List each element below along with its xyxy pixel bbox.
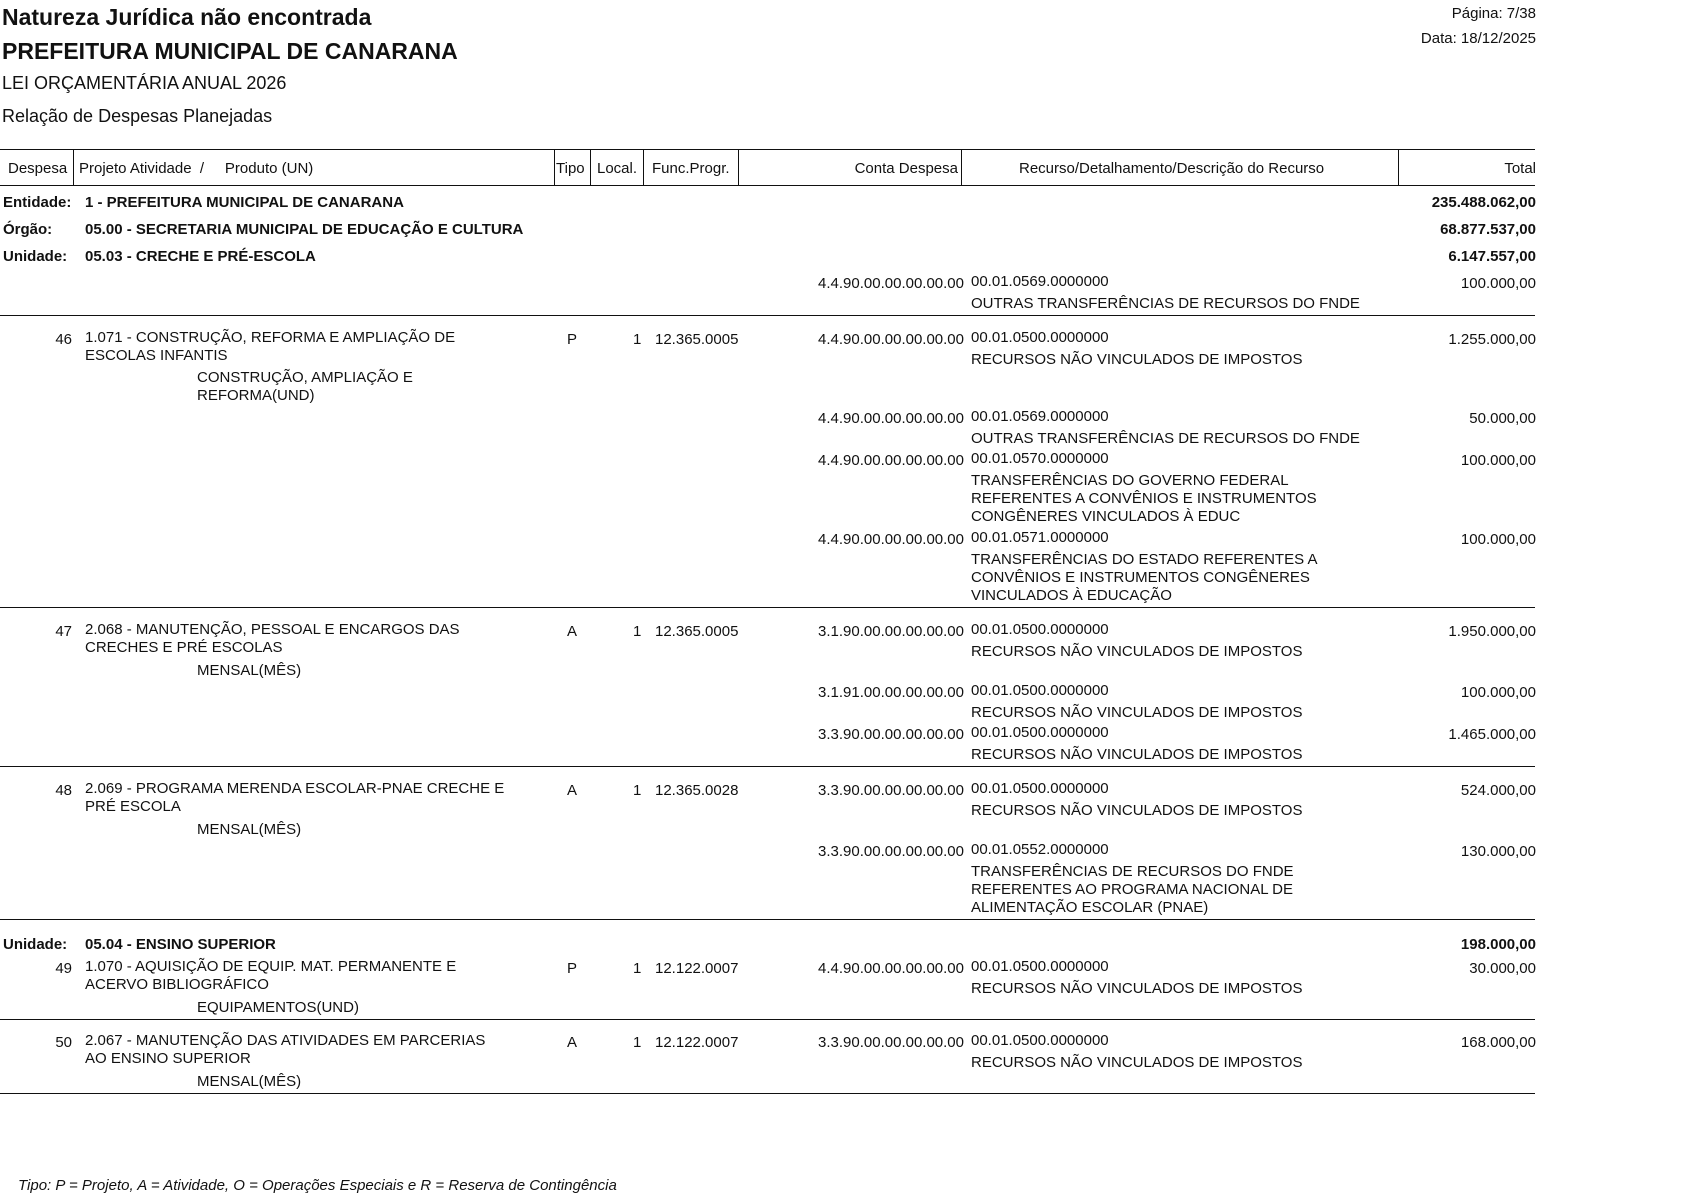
produto: MENSAL(MÊS) bbox=[197, 821, 302, 838]
unidade-name: 05.04 - ENSINO SUPERIOR bbox=[85, 936, 276, 953]
recurso-description: TRANSFERÊNCIAS DO GOVERNO FEDERAL bbox=[971, 472, 1289, 489]
col-divider bbox=[73, 149, 74, 185]
report-subtitle: Relação de Despesas Planejadas bbox=[2, 106, 273, 126]
col-header-tipo: Tipo bbox=[556, 160, 585, 177]
unidade-label: Unidade: bbox=[3, 248, 68, 265]
projeto-atividade: 1.071 - CONSTRUÇÃO, REFORMA E AMPLIAÇÃO DE bbox=[85, 329, 456, 346]
tipo: P bbox=[567, 960, 578, 977]
col-header-func: Func.Progr. bbox=[652, 160, 730, 177]
localizador: 1 bbox=[633, 782, 642, 799]
line-total: 100.000,00 bbox=[1460, 452, 1536, 469]
line-total: 100.000,00 bbox=[1460, 684, 1536, 701]
orgao-label: Órgão: bbox=[3, 221, 53, 238]
recurso-description: RECURSOS NÃO VINCULADOS DE IMPOSTOS bbox=[971, 643, 1303, 660]
recurso-description: RECURSOS NÃO VINCULADOS DE IMPOSTOS bbox=[971, 1054, 1303, 1071]
report-entity-title: Natureza Jurídica não encontrada bbox=[2, 4, 372, 30]
recurso-code: 00.01.0569.0000000 bbox=[971, 273, 1109, 290]
conta-despesa: 3.3.90.00.00.00.00.00 bbox=[818, 1034, 964, 1051]
unidade-label: Unidade: bbox=[3, 936, 68, 953]
row-separator bbox=[0, 919, 1535, 920]
produto-cont: REFORMA(UND) bbox=[197, 387, 315, 404]
line-total: 1.255.000,00 bbox=[1448, 331, 1536, 348]
line-total: 524.000,00 bbox=[1460, 782, 1536, 799]
projeto-atividade-cont: ACERVO BIBLIOGRÁFICO bbox=[85, 976, 269, 993]
despesa-number: 48 bbox=[55, 782, 72, 799]
func-progr: 12.365.0005 bbox=[655, 623, 739, 640]
tipo: A bbox=[567, 623, 578, 640]
projeto-atividade-cont: PRÉ ESCOLA bbox=[85, 798, 181, 815]
func-progr: 12.365.0028 bbox=[655, 782, 739, 799]
recurso-code: 00.01.0500.0000000 bbox=[971, 621, 1109, 638]
localizador: 1 bbox=[633, 623, 642, 640]
col-divider bbox=[590, 149, 591, 185]
func-progr: 12.122.0007 bbox=[655, 960, 739, 977]
recurso-code: 00.01.0500.0000000 bbox=[971, 724, 1109, 741]
conta-despesa: 4.4.90.00.00.00.00.00 bbox=[818, 331, 964, 348]
col-divider bbox=[738, 149, 739, 185]
row-separator bbox=[0, 607, 1535, 608]
orgao-name: 05.00 - SECRETARIA MUNICIPAL DE EDUCAÇÃO E CULTURA bbox=[85, 221, 524, 238]
report-municipality-title: PREFEITURA MUNICIPAL DE CANARANA bbox=[2, 38, 458, 64]
line-total: 130.000,00 bbox=[1460, 843, 1536, 860]
func-progr: 12.122.0007 bbox=[655, 1034, 739, 1051]
entidade-name: 1 - PREFEITURA MUNICIPAL DE CANARANA bbox=[85, 194, 404, 211]
unidade-total: 6.147.557,00 bbox=[1448, 248, 1536, 265]
conta-despesa: 4.4.90.00.00.00.00.00 bbox=[818, 452, 964, 469]
recurso-code: 00.01.0500.0000000 bbox=[971, 682, 1109, 699]
projeto-atividade-cont: AO ENSINO SUPERIOR bbox=[85, 1050, 251, 1067]
line-total: 100.000,00 bbox=[1460, 531, 1536, 548]
col-divider bbox=[554, 149, 555, 185]
entidade-total: 235.488.062,00 bbox=[1431, 194, 1536, 211]
tipo: A bbox=[567, 782, 578, 799]
conta-despesa: 4.4.90.00.00.00.00.00 bbox=[818, 531, 964, 548]
recurso-description: RECURSOS NÃO VINCULADOS DE IMPOSTOS bbox=[971, 351, 1303, 368]
tipo: A bbox=[567, 1034, 578, 1051]
conta-despesa: 3.3.90.00.00.00.00.00 bbox=[818, 726, 964, 743]
recurso-description: OUTRAS TRANSFERÊNCIAS DE RECURSOS DO FNDE bbox=[971, 430, 1360, 447]
conta-despesa: 3.1.90.00.00.00.00.00 bbox=[818, 623, 964, 640]
entidade-label: Entidade: bbox=[3, 194, 72, 211]
row-separator bbox=[0, 1019, 1535, 1020]
recurso-code: 00.01.0552.0000000 bbox=[971, 841, 1109, 858]
report-date: Data: 18/12/2025 bbox=[1420, 30, 1536, 47]
col-divider bbox=[643, 149, 644, 185]
projeto-atividade: 1.070 - AQUISIÇÃO DE EQUIP. MAT. PERMANENTE E bbox=[85, 958, 457, 975]
col-header-conta: Conta Despesa bbox=[854, 160, 958, 177]
recurso-description: RECURSOS NÃO VINCULADOS DE IMPOSTOS bbox=[971, 802, 1303, 819]
produto: MENSAL(MÊS) bbox=[197, 1073, 302, 1090]
localizador: 1 bbox=[633, 960, 642, 977]
recurso-code: 00.01.0500.0000000 bbox=[971, 329, 1109, 346]
projeto-atividade: 2.068 - MANUTENÇÃO, PESSOAL E ENCARGOS DAS bbox=[85, 621, 460, 638]
row-separator bbox=[0, 1093, 1535, 1094]
projeto-atividade-cont: CRECHES E PRÉ ESCOLAS bbox=[85, 639, 283, 656]
header-top-rule bbox=[0, 149, 1535, 150]
conta-despesa: 4.4.90.00.00.00.00.00 bbox=[818, 410, 964, 427]
conta-despesa: 3.1.91.00.00.00.00.00 bbox=[818, 684, 964, 701]
col-divider bbox=[1398, 149, 1399, 185]
despesa-number: 47 bbox=[55, 623, 72, 640]
despesa-number: 46 bbox=[55, 331, 72, 348]
col-header-projeto: Projeto Atividade / Produto (UN) bbox=[79, 160, 314, 177]
row-separator bbox=[0, 315, 1535, 316]
projeto-atividade: 2.067 - MANUTENÇÃO DAS ATIVIDADES EM PARCERIAS bbox=[85, 1032, 486, 1049]
col-header-local: Local. bbox=[597, 160, 638, 177]
unidade-total: 198.000,00 bbox=[1460, 936, 1536, 953]
recurso-description-cont: CONGÊNERES VINCULADOS À EDUC bbox=[971, 508, 1241, 525]
recurso-description-cont: REFERENTES A CONVÊNIOS E INSTRUMENTOS bbox=[971, 490, 1317, 507]
recurso-description-cont: VINCULADOS À EDUCAÇÃO bbox=[971, 587, 1172, 604]
recurso-description: OUTRAS TRANSFERÊNCIAS DE RECURSOS DO FNDE bbox=[971, 295, 1360, 312]
col-header-total: Total bbox=[1504, 160, 1536, 177]
report-law-title: LEI ORÇAMENTÁRIA ANUAL 2026 bbox=[2, 73, 287, 93]
projeto-atividade: 2.069 - PROGRAMA MERENDA ESCOLAR-PNAE CRECHE E bbox=[85, 780, 505, 797]
line-total: 100.000,00 bbox=[1460, 275, 1536, 292]
conta-despesa: 4.4.90.00.00.00.00.00 bbox=[818, 275, 964, 292]
tipo: P bbox=[567, 331, 578, 348]
produto: MENSAL(MÊS) bbox=[197, 662, 302, 679]
recurso-description-cont: CONVÊNIOS E INSTRUMENTOS CONGÊNERES bbox=[971, 569, 1310, 586]
despesa-number: 50 bbox=[55, 1034, 72, 1051]
recurso-description-cont: REFERENTES AO PROGRAMA NACIONAL DE bbox=[971, 881, 1294, 898]
line-total: 168.000,00 bbox=[1460, 1034, 1536, 1051]
col-divider bbox=[961, 149, 962, 185]
recurso-code: 00.01.0571.0000000 bbox=[971, 529, 1109, 546]
produto: CONSTRUÇÃO, AMPLIAÇÃO E bbox=[197, 369, 413, 386]
line-total: 50.000,00 bbox=[1469, 410, 1536, 427]
func-progr: 12.365.0005 bbox=[655, 331, 739, 348]
recurso-code: 00.01.0569.0000000 bbox=[971, 408, 1109, 425]
recurso-description: RECURSOS NÃO VINCULADOS DE IMPOSTOS bbox=[971, 704, 1303, 721]
projeto-atividade-cont: ESCOLAS INFANTIS bbox=[85, 347, 228, 364]
recurso-code: 00.01.0500.0000000 bbox=[971, 1032, 1109, 1049]
recurso-description: TRANSFERÊNCIAS DE RECURSOS DO FNDE bbox=[971, 863, 1294, 880]
recurso-code: 00.01.0500.0000000 bbox=[971, 958, 1109, 975]
col-header-despesa: Despesa bbox=[8, 160, 68, 177]
recurso-code: 00.01.0500.0000000 bbox=[971, 780, 1109, 797]
tipo-legend-footnote: Tipo: P = Projeto, A = Atividade, O = Operações Especiais e R = Reserva de Contingência bbox=[18, 1177, 617, 1194]
recurso-description: RECURSOS NÃO VINCULADOS DE IMPOSTOS bbox=[971, 746, 1303, 763]
produto: EQUIPAMENTOS(UND) bbox=[197, 999, 359, 1016]
recurso-description: TRANSFERÊNCIAS DO ESTADO REFERENTES A bbox=[971, 551, 1318, 568]
page-number: Página: 7/38 bbox=[1451, 5, 1536, 22]
recurso-description: RECURSOS NÃO VINCULADOS DE IMPOSTOS bbox=[971, 980, 1303, 997]
orgao-total: 68.877.537,00 bbox=[1440, 221, 1536, 238]
header-bottom-rule bbox=[0, 185, 1535, 186]
recurso-description-cont: ALIMENTAÇÃO ESCOLAR (PNAE) bbox=[971, 899, 1209, 916]
unidade-name: 05.03 - CRECHE E PRÉ-ESCOLA bbox=[85, 248, 316, 265]
conta-despesa: 3.3.90.00.00.00.00.00 bbox=[818, 843, 964, 860]
col-header-recurso: Recurso/Detalhamento/Descrição do Recurso bbox=[1019, 160, 1325, 177]
line-total: 1.950.000,00 bbox=[1448, 623, 1536, 640]
line-total: 30.000,00 bbox=[1469, 960, 1536, 977]
recurso-code: 00.01.0570.0000000 bbox=[971, 450, 1109, 467]
despesa-number: 49 bbox=[55, 960, 72, 977]
conta-despesa: 3.3.90.00.00.00.00.00 bbox=[818, 782, 964, 799]
row-separator bbox=[0, 766, 1535, 767]
conta-despesa: 4.4.90.00.00.00.00.00 bbox=[818, 960, 964, 977]
line-total: 1.465.000,00 bbox=[1448, 726, 1536, 743]
localizador: 1 bbox=[633, 1034, 642, 1051]
localizador: 1 bbox=[633, 331, 642, 348]
